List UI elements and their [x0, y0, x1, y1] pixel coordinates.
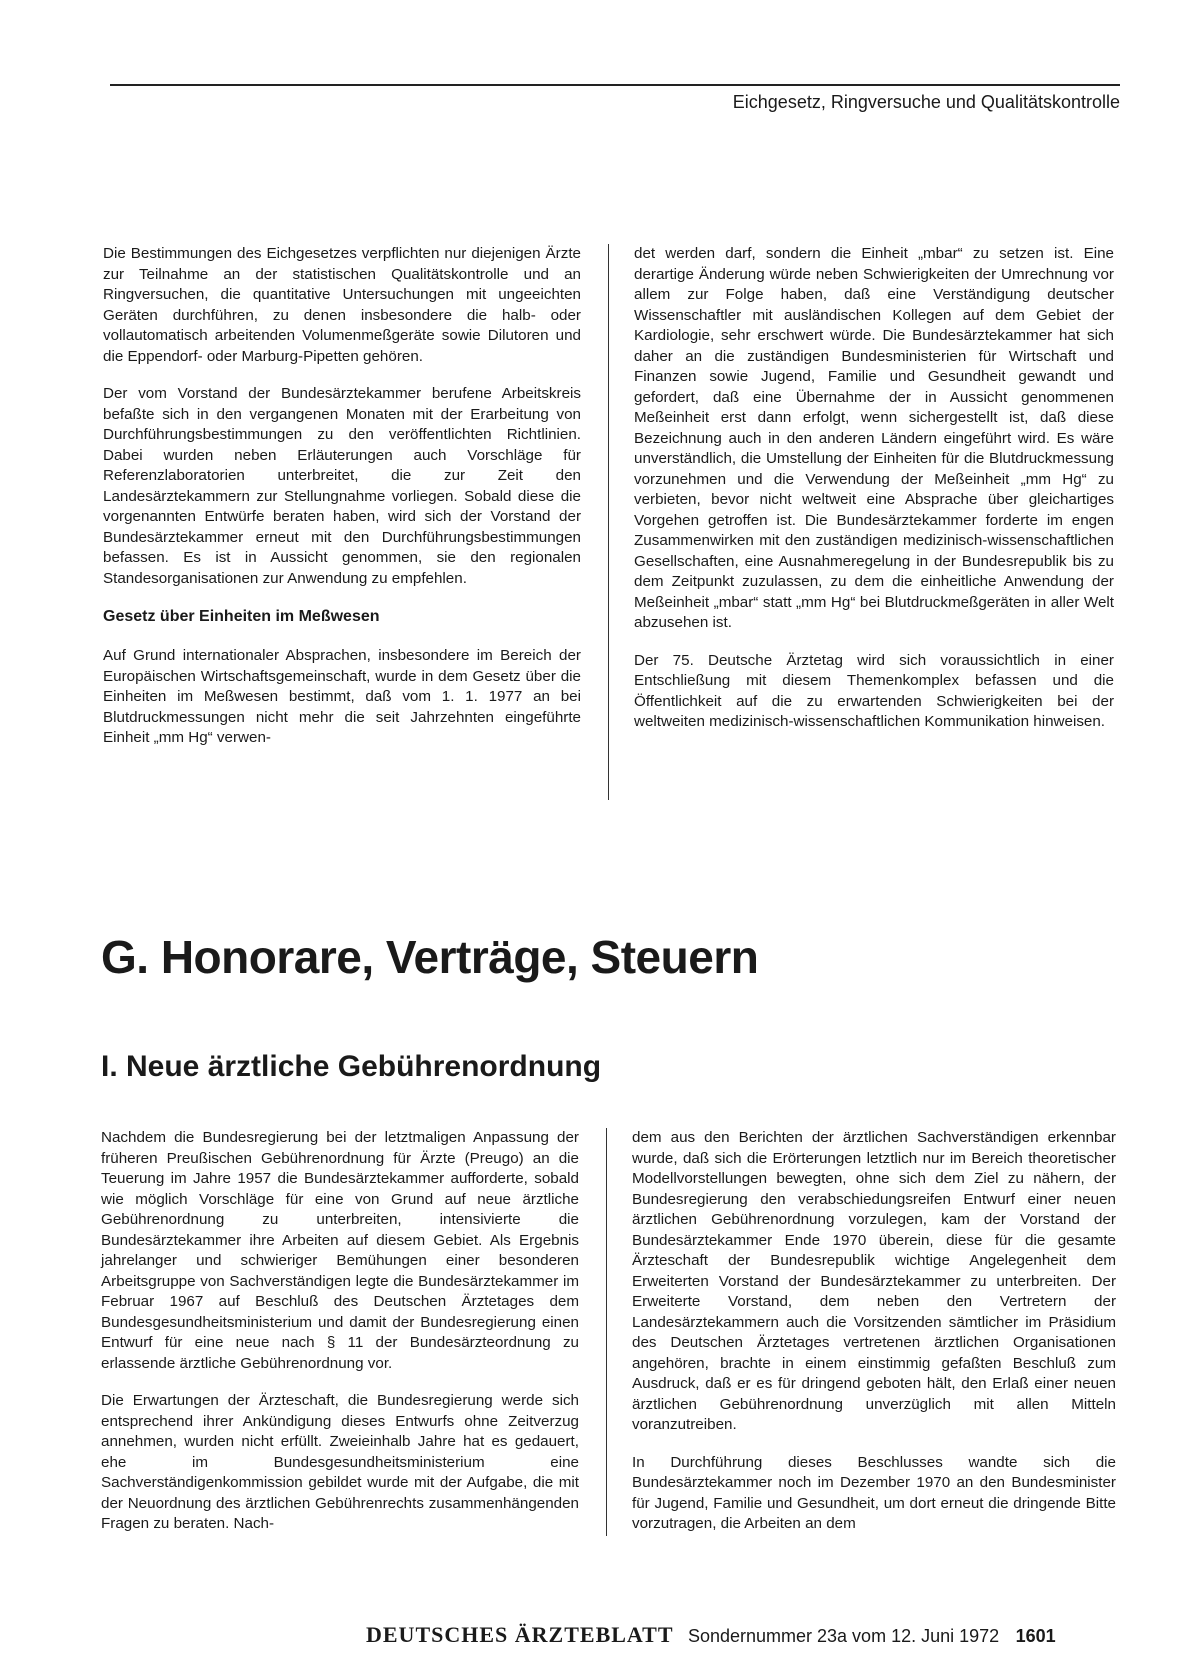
section-title: G. Honorare, Verträge, Steuern [101, 931, 759, 983]
paragraph: det werden darf, sondern die Einheit „mbar“ zu setzen ist. Eine derartige Änderung würde neben Schwierigkeiten der Umrechnung vor allem zur Folge haben, daß eine Verständigung deutscher Wissenschaftler mit ausländischen Kollegen auf dem Gebiet der Kardiologie, sehr erschwert würde. Die Bundesärztekammer hat sich daher an die zuständigen Bundesministerien für Wirtschaft und Finanzen sowie Jugend, Familie und Gesundheit gewandt und gefordert, daß eine Übernahme der in Aussicht genommenen Meßeinheit erst dann erfolgt, wenn sichergestellt ist, daß diese Bezeichnung auch in den anderen Ländern eingeführt wird. Es wäre unverständlich, die Umstellung der Einheiten für die Blutdruckmessung vorzunehmen und die Verwendung der Meßeinheit „mm Hg“ zu verbieten, bevor nicht weltweit eine Absprache über gleichartiges Vorgehen getroffen ist. Die Bundesärztekammer forderte im engen Zusammenwirken mit den zuständigen medizinisch-wissenschaftlichen Gesellschaften, eine Ausnahmeregelung in der Bundesrepublik bis zu dem Zeitpunkt zuzulassen, zu dem die einheitliche Anwendung der Meßeinheit „mbar“ statt „mm Hg“ bei Blutdruckmeßgeräten in aller Welt abzusehen ist. [634, 245, 1114, 631]
paragraph: Nachdem die Bundesregierung bei der letztmaligen Anpassung der früheren Preußischen Gebührenordnung für Ärzte (Preugo) an die Teuerung im Jahre 1957 die Bundesärztekammer aufforderte, sobald wie möglich Vorschläge für eine von Grund auf neue ärztliche Gebührenordnung zu unterbreiten, intensivierte die Bundesärztekammer ihre Arbeiten auf diesem Gebiet. Als Ergebnis jahrelanger und schwieriger Bemühungen einer besonderen Arbeitsgruppe von Sachverständigen legte die Bundesärztekammer im Februar 1967 auf Beschluß des Deutschen Ärztetages dem Bundesgesundheitsministerium und damit der Bundesregierung einen Entwurf für eine neue nach § 11 der Bundesärzteordnung zu erlassende ärztliche Gebührenordnung vor. [101, 1129, 579, 1372]
running-head: Eichgesetz, Ringversuche und Qualitätskontrolle [732, 92, 1120, 112]
upper-right-column [634, 244, 1114, 733]
upper-left-column [103, 244, 581, 749]
header-rule [110, 84, 1120, 86]
lower-right-column [632, 1128, 1116, 1535]
issue-line: Sondernummer 23a vom 12. Juni 1972 [687, 1626, 1000, 1646]
column-divider [608, 244, 609, 800]
column-divider [606, 1128, 607, 1536]
page-number: 1601 [1015, 1626, 1056, 1646]
paragraph: In Durchführung dieses Beschlusses wandte sich die Bundesärztekammer noch im Dezember 1970 an den Bundesminister für Jugend, Familie und Gesundheit, um dort erneut die dringende Bitte vorzutragen, die Arbeiten an dem [632, 1453, 1116, 1532]
subsection-title: I. Neue ärztliche Gebührenordnung [101, 1050, 602, 1083]
paragraph: Die Bestimmungen des Eichgesetzes verpflichten nur diejenigen Ärzte zur Teilnahme an der statistischen Qualitätskontrolle und an Ringversuchen, die quantitative Untersuchungen mit ungeeichten Geräten durchführen, zu denen insbesondere die halb- oder vollautomatisch arbeitenden Volumenmeßgeräte sowie Dilutoren und die Eppendorf- oder Marburg-Pipetten gehören. [103, 245, 581, 365]
page-footer [366, 1622, 1056, 1648]
lower-left-column [101, 1128, 579, 1535]
paragraph: Die Erwartungen der Ärzteschaft, die Bundesregierung werde sich entsprechend ihrer Ankündigung dieses Entwurfs ohne Zeitverzug annehmen, wurden nicht erfüllt. Zweieinhalb Jahre hat es gedauert, ehe im Bundesgesundheitsministerium eine Sachverständigenkommission gebildet wurde mit der Aufgabe, die mit der Neuordnung des ärztlichen Gebührenrechts zusammenhängenden Fragen zu beraten. Nach- [101, 1392, 579, 1532]
journal-logo: DEUTSCHES ÄRZTEBLATT [366, 1622, 674, 1647]
paragraph: Der 75. Deutsche Ärztetag wird sich voraussichtlich in einer Entschließung mit diesem Themenkomplex befassen und die Öffentlichkeit auf die zu erwartenden Schwierigkeiten bei der weltweiten medizinisch-wissenschaftlichen Kommunikation hinweisen. [634, 651, 1114, 730]
subheading: Gesetz über Einheiten im Meßwesen [103, 608, 380, 625]
paragraph: Der vom Vorstand der Bundesärztekammer berufene Arbeitskreis befaßte sich in den vergangenen Monaten mit der Erarbeitung von Durchführungsbestimmungen zu den veröffentlichten Richtlinien. Dabei wurden neben Erläuterungen auch Vorschläge für Referenzlaboratorien unterbreitet, die zur Zeit den Landesärztekammern zur Stellungnahme vorliegen. Sobald diese die vorgenannten Entwürfe beraten haben, wird sich der Vorstand der Bundesärztekammer erneut mit den Durchführungsbestimmungen befassen. Es ist in Aussicht genommen, sie den regionalen Standesorganisationen zur Anwendung zu empfehlen. [103, 385, 581, 587]
paragraph: dem aus den Berichten der ärztlichen Sachverständigen erkennbar wurde, daß sich die Erörterungen letztlich nur im Bereich theoretischer Modellvorstellungen bewegten, ohne sich dem Ziel zu nähern, der Bundesregierung den verabschiedungsreifen Entwurf einer neuen ärztlichen Gebührenordnung vorzulegen, kam der Vorstand der Bundesärztekammer Ende 1970 überein, diese für die gesamte Ärzteschaft der Bundesrepublik wichtige Angelegenheit dem Erweiterten Vorstand der Bundesärztekammer zu unterbreiten. Der Erweiterte Vorstand, dem neben den Vertretern der Landesärztekammern auch die Vorsitzenden sämtlicher im Präsidium des Deutschen Ärztetages vertretenen ärztlichen Organisationen angehören, brachte in einem einstimmig gefaßten Beschluß zum Ausdruck, daß er es für dringend geboten hält, den Erlaß einer neuen ärztlichen Gebührenordnung unverzüglich mit allen Mitteln voranzutreiben. [632, 1129, 1116, 1433]
paragraph: Auf Grund internationaler Absprachen, insbesondere im Bereich der Europäischen Wirtschaftsgemeinschaft, wurde in dem Gesetz über die Einheiten im Meßwesen bestimmt, daß vom 1. 1. 1977 an bei Blutdruckmessungen nicht mehr die seit Jahrzehnten eingeführte Einheit „mm Hg“ verwen- [103, 647, 581, 746]
